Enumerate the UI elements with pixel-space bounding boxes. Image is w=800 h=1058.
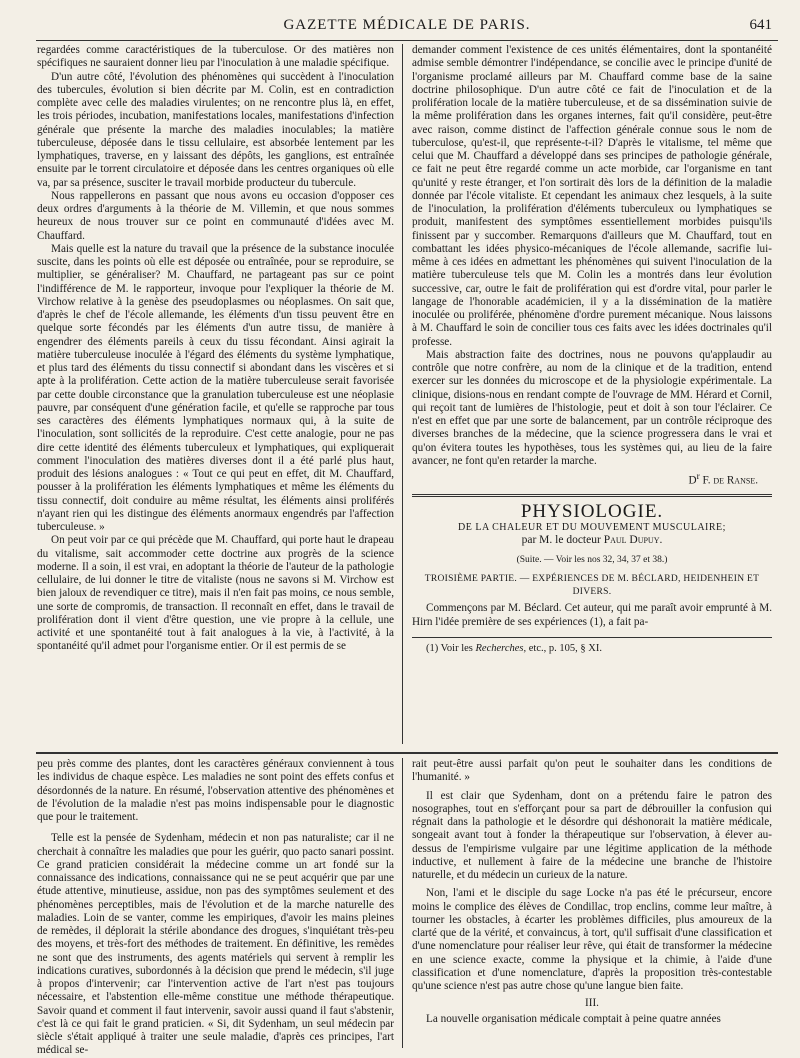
footnote-suffix: etc., p. 105, § XI.	[528, 642, 602, 654]
paragraph: peu près comme des plantes, dont les caractères généraux conviennent à tous les individus de chaque espèce. Les maladies ne sont point des effets confus et désordonnés de la nature. En résumé, l'observation attentive des phénomènes et de l'évolution de la maladie n'est pas moins indispensable pour le diagnostic que pour le traitement.	[37, 758, 394, 823]
paragraph: D'un autre côté, l'évolution des phénomènes qui succèdent à l'inoculation des tubercules, évolution si bien décrite par M. Colin, est en contradiction complète avec celle des maladies virulentes; on ne rencontre plus là, en effet, les trois périodes, incubation, manifestations locales, manifestations d'infection générale que présente la marche des maladies inoculables; la matière tuberculeuse, déposée dans le tissu cellulaire, est absorbée lentement par les lymphatiques, traverse, en y laissant des dépôts, les ganglions, est entraînée ensuite par le torrent circulatoire et déposée dans les centres organiques où elle va, par sa présence, susciter le travail morbide producteur du tubercule.	[37, 70, 394, 189]
footnote-italic: Recherches,	[475, 642, 527, 654]
column-divider	[402, 758, 403, 1048]
signature-name: F. de Ranse.	[702, 474, 758, 487]
signature	[412, 471, 772, 488]
suite-note: (Suite. — Voir les nos 32, 34, 37 et 38.)	[516, 554, 668, 565]
paragraph: Mais abstraction faite des doctrines, nous ne pouvons qu'applaudir au contrôle que notre confrère, au nom de la clinique et de la tradition, entend exercer sur les données du microscope et de la physiologie expérimentale. La clinique, disions-nous en rendant compte de l'ouvrage de MM. Hérard et Cornil, qui reçoit tant de lumières de l'histologie, peut et doit à son tour l'éclairer. Ce n'est en effet que par une sorte de balancement, par un contrôle réciproque des diverses branches de la médecine, que la science progressera dans le vrai et qu'on évitera toutes les hypothèses, tous les systèmes qui, au lieu de la faire avancer, ne font qu'en retarder la marche.	[412, 348, 772, 467]
bottom-left-column	[37, 758, 394, 1057]
paragraph: demander comment l'existence de ces unités élémentaires, dont la spontanéité admise semble démontrer l'indépendance, se concilie avec le principe d'unité de l'organisme proclamé ailleurs par M. Chauffard comme base de la saine doctrine philosophique. D'un autre côté ce fait de l'inoculation et de la prolifération locale de la matière tuberculeuse, et de sa dissémination suivie de la même prolifération dans les organes internes, fait qu'il considère, peut-être avec raison, comme distinct de l'affection générale connue sous le nom de tuberculose, qu'est-il, que représente-t-il? D'après le vitalisme, tel même que celui que M. Chauffard a développé dans ses principes de pathologie générale, ce fait ne peut être regardé comme un acte morbide, car l'organisme en tant qu'unité y reste étranger, et l'on sortirait dès lors de la définition de la maladie donnée par l'école vitaliste. Et cependant les animaux chez lesquels, à la suite de l'inoculation, la prolifération d'éléments tuberculeux ou lymphatiques se produit, manifestent des symptômes essentiellement morbides puisqu'ils finissent par y succomber. Remarquons d'ailleurs que M. Chauffard, tout en combattant les idées physico-mécaniques de l'école allemande, sacrifie lui-même à ces idées en admettant les phénomènes qui suivent l'inoculation de la matière tuberculeuse tels que M. Colin les a montrés dans leur évolution successive, car, outre le fait de prolifération qui est d'ordre vital, pour parler le langage de l'honorable académicien, il y a la dissémination de la matière inoculée ou proliférée, phénomène d'ordre purement mécanique. Nous laissons à M. Chauffard le soin de concilier tous ces faits avec les idées doctrinales qu'il professe.	[412, 44, 772, 348]
paragraph: Mais quelle est la nature du travail que la présence de la substance inoculée suscite, dans les points où elle est déposée ou entraînée, pour se reproduire, se multiplier, se généraliser? M. Chauffard, ne partageant pas sur ce point l'indifférence de M. le rapporteur, invoque pour l'expliquer la théorie de M. Virchow relative à la genèse des pseudoplasmes ou néoplasmes. On sait que, d'après le chef de l'école allemande, les éléments d'un tissu peuvent être en quelque sorte fécondés par les éléments d'un autre tissu, de manière à engendrer des éléments pareils à ceux du tissu fécondant. Ainsi agirait la matière tuberculeuse inoculée à l'égard des éléments du système lymphatique, et plus tard des éléments du tissu connectif si abondant dans les viscères et si apte à la prolifération. Cette action de la matière tuberculeuse serait favorisée par cette double circonstance que la granulation tuberculeuse est une néoplasie pauvre, par conséquent d'une génération facile, et qu'elle se rapproche par tous ses caractères des éléments lymphatiques normaux qui, à la suite de l'inoculation, sont sollicités de la reproduire. C'est cette analogie, pour ne pas dire cette identité des éléments tuberculeux et lymphatiques, qui expliquerait comment l'inoculation des matières diverses dont il a été parlé plus haut, produit des lésions analogues : « Tout ce qui peut en effet, dit M. Chauffard, pousser à la prolifération les éléments lymphatiques et même les éléments du tissu connectif, doit conduire au même résultat, les éléments ainsi proliférés n'ayant rien qui les distingue des éléments anormaux engendrés par l'affection tuberculeuse. »	[37, 242, 394, 533]
bottom-right-column	[412, 758, 772, 1050]
paragraph: Nous rappellerons en passant que nous avons eu occasion d'opposer ces deux ordres d'arguments à la théorie de M. Villemin, et que nous sommes heureux de nous trouver sur ce point en communauté d'idées avec M. Chauffard.	[37, 189, 394, 242]
paragraph: Il est clair que Sydenham, dont on a prétendu faire le patron des nosographes, tout en s'efforçant pour sa part de débrouiller la confusion qui régnait dans la pathologie et le désordre qui déshonorait la matière médicale, songeait avant tout à fonder la thérapeutique sur l'observation, à élever au-dessus de l'empirisme vulgaire par une légitime application de la méthode inductive, et nullement à faire de la médecine une branche de l'histoire naturelle, et du médecin un curieux de la nature.	[412, 789, 772, 881]
signature-prefix: D	[688, 474, 697, 487]
footnote-rule	[412, 637, 772, 638]
article-author-name: Paul Dupuy.	[603, 534, 663, 547]
paragraph: regardées comme caractéristiques de la tuberculose. Or des matières non spécifiques ne sauraient donner lieu par l'inoculation à une maladie spécifique.	[37, 44, 394, 70]
paragraph: On peut voir par ce qui précède que M. Chauffard, qui porte haut le drapeau du vitalisme, sait accommoder cette doctrine aux progrès de la science moderne. Il a soin, il est vrai, en adoptant la théorie de l'auteur de la pathologie cellulaire, de lui donner le titre de vitaliste (nous ne savons si M. Virchow est bien jaloux de revendiquer ce titre), mais il n'en fait pas moins, ce nous semble, une sorte de compromis, de transaction. Il reconnaît en effet, dans le travail de prolifération dont il vient d'être question, une vie propre à la cellule, une activité et une spontanéité tout à fait analogues à la vie, à l'activité, à la spontanéité qu'il admet pour l'organisme entier. Or il est permis de se	[37, 534, 394, 653]
article-author-prefix: par M. le docteur	[521, 534, 601, 547]
paragraph: La nouvelle organisation médicale comptait à peine quatre années	[426, 1012, 721, 1025]
paragraph: rait peut-être aussi parfait qu'on peut le souhaiter dans les conditions de l'humanité. »	[412, 758, 772, 784]
top-right-column	[412, 44, 772, 752]
page-number: 641	[749, 17, 772, 33]
roman-numeral: III.	[585, 997, 599, 1010]
footnote-prefix: (1) Voir les	[426, 642, 473, 654]
part-heading: TROISIÈME PARTIE. — EXPÉRIENCES DE M. BÉCLARD, HEIDENHEIN ET DIVERS.	[424, 573, 760, 598]
paragraph: Telle est la pensée de Sydenham, médecin et non pas naturaliste; car il ne cherchait à connaître les maladies que pour les guérir, quo pacto sanari possint. Ce grand praticien considérait la médecine comme un art fondé sur la connaissance des indications, connaissance qui ne se peut acquérir que par une étude attentive, minutieuse, assidue, non pas des symptômes seulement et des phénomènes perceptibles, mais de l'évolution et de la marche naturelle des maladies. Loin de se vanter, comme les empiriques, d'avoir les mains pleines de remèdes, il déplorait la stérile abondance des drogues, s'inquiétant très-peu des moyens, et très-fort des méthodes de traitement. En définitive, les remèdes ne sont que des instruments, des agents matériels qui servent à remplir les indications curatives, subordonnés à la décision que prend le médecin, s'il juge à propos d'intervenir; car l'intervention active de l'art n'est pas toujours nécessaire, et l'abstention elle-même constitue une méthode thérapeutique. Savoir quand et comment il faut intervenir, savoir aussi quand il faut s'abstenir, c'est là ce qui fait le grand praticien. « Si, dit Sydenham, un seul médecin par siècle s'était appliqué à traiter une seule maladie, d'après ces principes, l'art médical se-	[37, 832, 394, 1057]
running-header	[36, 14, 778, 41]
top-left-column	[37, 44, 394, 746]
journal-title: GAZETTE MÉDICALE DE PARIS.	[283, 17, 531, 33]
paragraph: Commençons par M. Béclard. Cet auteur, qui me paraît avoir emprunté à M. Hirn l'idée première de ses expériences (1), a fait pa-	[412, 602, 772, 628]
signature-sup: r	[696, 472, 700, 482]
section-title: PHYSIOLOGIE.	[520, 500, 664, 522]
page-separator	[36, 752, 778, 754]
article-author	[412, 534, 772, 547]
article-title: DE LA CHALEUR ET DU MOUVEMENT MUSCULAIRE;	[458, 522, 726, 534]
paragraph: Non, l'ami et le disciple du sage Locke n'a pas été le précurseur, encore moins le complice des élèves de Condillac, trop enclins, comme leur maître, à tourner les obstacles, à écarter les problèmes difficiles, plus amoureux de la clarté que de la vérité, et convaincus, à tort, qu'il suffisait d'une classification et d'une nomenclature pour réaliser leur rêve, qui était de transformer la médecine en une science exacte, comme la physique et la chimie, à l'aide d'une classification et d'une nomenclature, d'après la proposition très-contestable qu'une science n'est pas autre chose qu'une langue bien faite.	[412, 887, 772, 992]
section-rule	[412, 494, 772, 497]
column-divider	[402, 44, 403, 744]
footnote	[412, 642, 772, 655]
